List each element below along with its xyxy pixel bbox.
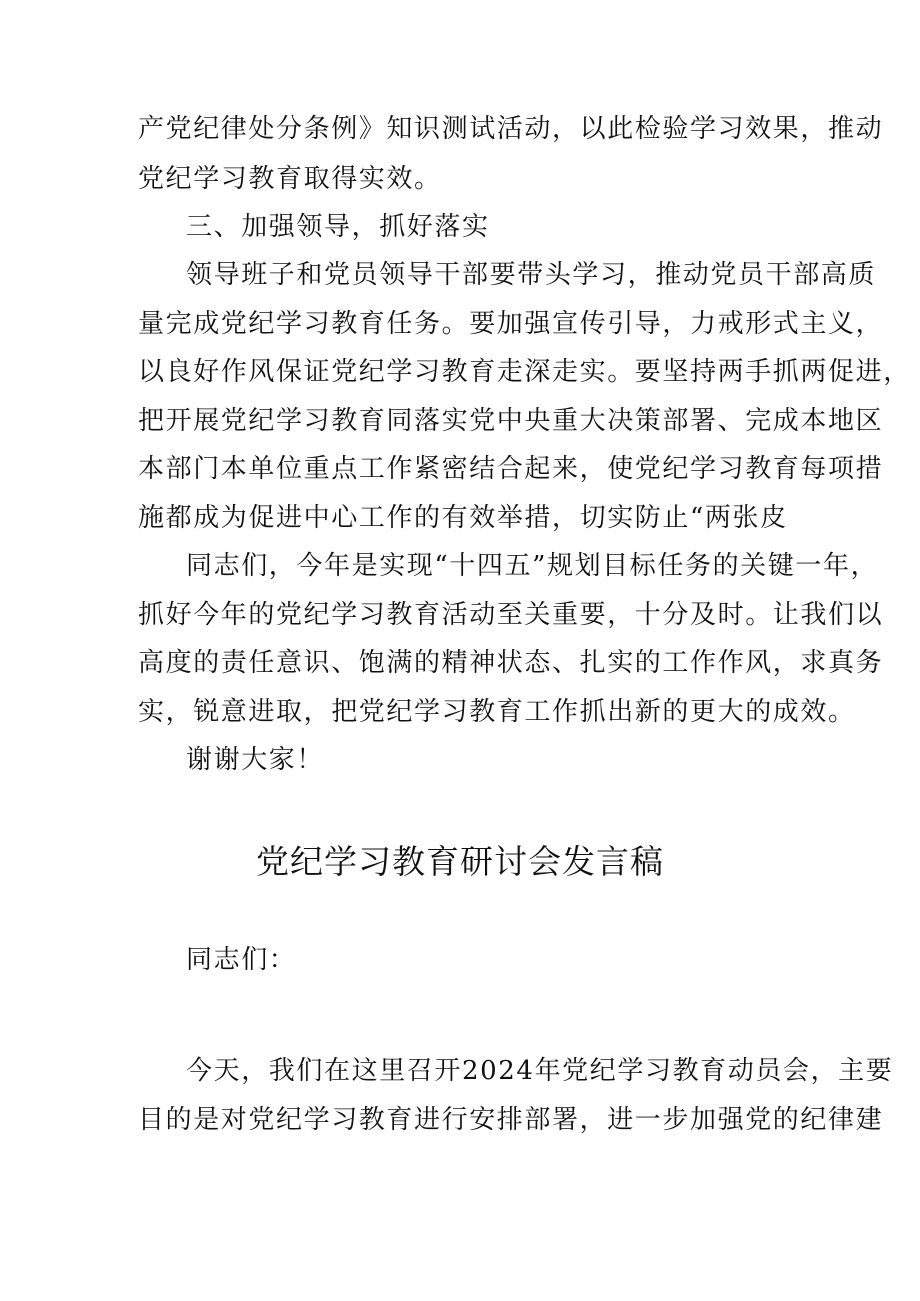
body-text-line: 今天，我们在这里召开2024年党纪学习教育动员会，主要 (186, 1056, 894, 1086)
body-text-line: 党纪学习教育取得实效。 (138, 164, 442, 194)
body-text-line: 领导班子和党员领导干部要带头学习，推动党员干部高质 (186, 260, 877, 290)
body-text-line: 把开展党纪学习教育同落实党中央重大决策部署、完成本地区 (138, 406, 884, 436)
section-heading: 三、加强领导，抓好落实 (186, 212, 490, 242)
body-text-line: 抓好今年的党纪学习教育活动至关重要，十分及时。让我们以 (138, 600, 884, 630)
body-text-line: 量完成党纪学习教育任务。要加强宣传引导，力戒形式主义， (138, 309, 884, 339)
body-text-line: 目的是对党纪学习教育进行安排部署，进一步加强党的纪律建 (138, 1105, 884, 1135)
salutation: 同志们： (186, 945, 297, 975)
body-text-line: 实，锐意进取，把党纪学习教育工作抓出新的更大的成效。 (138, 697, 856, 727)
document-title: 党纪学习教育研讨会发言稿 (256, 842, 664, 881)
body-text-line: 产党纪律处分条例》知识测试活动，以此检验学习效果，推动 (138, 114, 884, 144)
closing-thanks: 谢谢大家！ (186, 745, 325, 775)
body-text-line: 施都成为促进中心工作的有效举措，切实防止“两张皮 (138, 503, 788, 533)
body-text-line: 同志们，今年是实现“十四五”规划目标任务的关键一年， (186, 551, 879, 581)
body-text-line: 高度的责任意识、饱满的精神状态、扎实的工作作风，求真务 (138, 648, 884, 678)
body-text-line: 以良好作风保证党纪学习教育走深走实。要坚持两手抓两促进， (138, 357, 911, 387)
body-text-line: 本部门本单位重点工作紧密结合起来，使党纪学习教育每项措 (138, 454, 884, 484)
